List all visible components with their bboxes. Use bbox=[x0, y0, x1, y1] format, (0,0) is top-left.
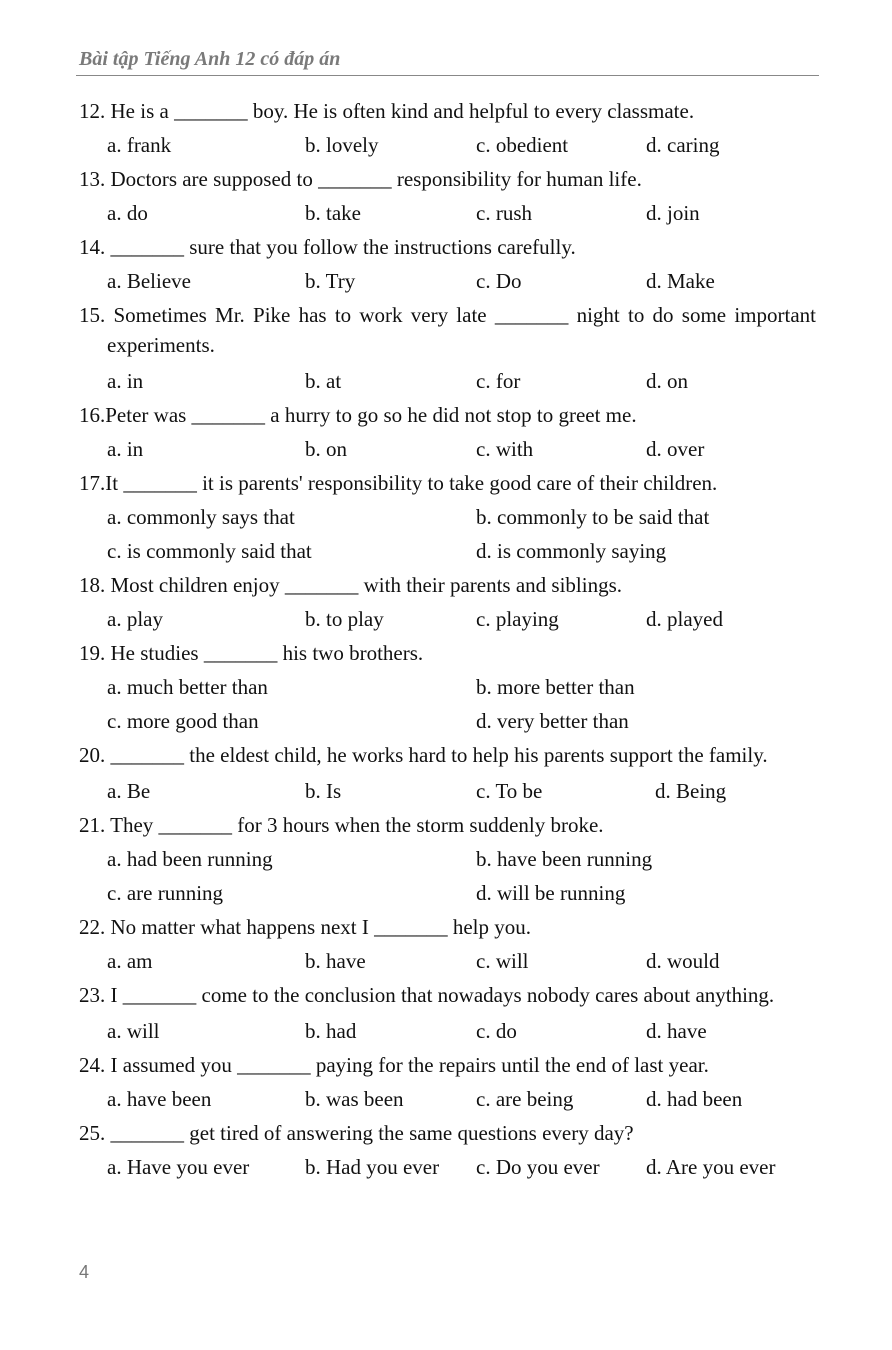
options-row bbox=[79, 842, 816, 876]
answer-option: a. Believe bbox=[107, 269, 191, 293]
answer-option: d. is commonly saying bbox=[476, 539, 667, 563]
answer-option: a. have been bbox=[107, 1087, 212, 1111]
answer-option: a. frank bbox=[107, 133, 172, 157]
answer-option: b. Try bbox=[305, 269, 356, 293]
options-row bbox=[79, 774, 816, 808]
answer-option: d. Are you ever bbox=[646, 1155, 776, 1179]
answer-option: b. Is bbox=[305, 779, 342, 803]
answer-option: d. over bbox=[646, 437, 705, 461]
question-stem: 25. _______ get tired of answering the same questions every day? bbox=[79, 1121, 634, 1145]
question-stem: 20. _______ the eldest child, he works hard to help his parents support the family. bbox=[79, 743, 768, 767]
answer-option: d. had been bbox=[646, 1087, 743, 1111]
answer-option: b. lovely bbox=[305, 133, 379, 157]
answer-option: a. in bbox=[107, 437, 144, 461]
answer-option: a. will bbox=[107, 1019, 160, 1043]
question-stem: 21. They _______ for 3 hours when the storm suddenly broke. bbox=[79, 813, 604, 837]
answer-option: c. is commonly said that bbox=[107, 539, 312, 563]
question-stem: 14. _______ sure that you follow the instructions carefully. bbox=[79, 235, 576, 259]
answer-option: c. obedient bbox=[476, 133, 569, 157]
answer-option: c. Do bbox=[476, 269, 522, 293]
answer-option: c. Do you ever bbox=[476, 1155, 600, 1179]
answer-option: b. on bbox=[305, 437, 347, 461]
answer-option: c. will bbox=[476, 949, 529, 973]
options-row bbox=[79, 1150, 816, 1184]
answer-option: c. are running bbox=[107, 881, 224, 905]
answer-option: b. had bbox=[305, 1019, 357, 1043]
options-row bbox=[79, 1014, 816, 1048]
answer-option: a. do bbox=[107, 201, 148, 225]
answer-option: c. do bbox=[476, 1019, 517, 1043]
exercise-list bbox=[79, 94, 816, 1184]
question-stem: 24. I assumed you _______ paying for the repairs until the end of last year. bbox=[79, 1053, 709, 1077]
answer-option: c. more good than bbox=[107, 709, 259, 733]
answer-option: b. to play bbox=[305, 607, 384, 631]
answer-option: d. will be running bbox=[476, 881, 626, 905]
answer-option: b. at bbox=[305, 369, 342, 393]
question-stem: 22. No matter what happens next I _______ help you. bbox=[79, 915, 531, 939]
answer-option: a. commonly says that bbox=[107, 505, 295, 529]
answer-option: b. was been bbox=[305, 1087, 404, 1111]
answer-option: a. much better than bbox=[107, 675, 268, 699]
answer-option: d. Being bbox=[655, 779, 727, 803]
answer-option: d. played bbox=[646, 607, 723, 631]
answer-option: d. have bbox=[646, 1019, 707, 1043]
answer-option: d. very better than bbox=[476, 709, 629, 733]
answer-option: a. Have you ever bbox=[107, 1155, 250, 1179]
options-row bbox=[79, 128, 816, 162]
options-row bbox=[79, 364, 816, 398]
options-row bbox=[79, 264, 816, 298]
question-stem: 18. Most children enjoy _______ with their parents and siblings. bbox=[79, 573, 623, 597]
question-stem: 19. He studies _______ his two brothers. bbox=[79, 641, 424, 665]
header-rule bbox=[76, 75, 819, 76]
answer-option: a. Be bbox=[107, 779, 151, 803]
answer-option: b. take bbox=[305, 201, 361, 225]
answer-option: b. have been running bbox=[476, 847, 653, 871]
answer-option: c. for bbox=[476, 369, 521, 393]
options-row bbox=[79, 704, 816, 738]
answer-option: d. would bbox=[646, 949, 720, 973]
options-row bbox=[79, 432, 816, 466]
answer-option: c. are being bbox=[476, 1087, 574, 1111]
answer-option: c. rush bbox=[476, 201, 532, 225]
answer-option: b. commonly to be said that bbox=[476, 505, 710, 529]
question-stem: 17.It _______ it is parents' responsibility to take good care of their children. bbox=[79, 471, 718, 495]
answer-option: b. more better than bbox=[476, 675, 635, 699]
options-row bbox=[79, 1082, 816, 1116]
answer-option: b. Had you ever bbox=[305, 1155, 440, 1179]
answer-option: c. with bbox=[476, 437, 534, 461]
page-number: 4 bbox=[79, 1262, 90, 1282]
answer-option: d. join bbox=[646, 201, 700, 225]
running-header: Bài tập Tiếng Anh 12 có đáp án bbox=[79, 48, 341, 70]
question-stem: 13. Doctors are supposed to _______ responsibility for human life. bbox=[79, 167, 642, 191]
options-row bbox=[79, 602, 816, 636]
answer-option: a. had been running bbox=[107, 847, 273, 871]
answer-option: a. am bbox=[107, 949, 153, 973]
answer-option: a. in bbox=[107, 369, 144, 393]
options-row bbox=[79, 534, 816, 568]
answer-option: a. play bbox=[107, 607, 163, 631]
answer-option: c. playing bbox=[476, 607, 559, 631]
options-row bbox=[79, 670, 816, 704]
question-stem: 15. Sometimes Mr. Pike has to work very late _______ night to do some important experiments. bbox=[79, 303, 816, 357]
options-row bbox=[79, 196, 816, 230]
options-row bbox=[79, 500, 816, 534]
answer-option: c. To be bbox=[476, 779, 543, 803]
options-row bbox=[79, 944, 816, 978]
answer-option: d. caring bbox=[646, 133, 720, 157]
question-stem: 23. I _______ come to the conclusion that nowadays nobody cares about anything. bbox=[79, 983, 775, 1007]
answer-option: b. have bbox=[305, 949, 366, 973]
options-row bbox=[79, 876, 816, 910]
question-stem: 16.Peter was _______ a hurry to go so he did not stop to greet me. bbox=[79, 403, 637, 427]
question-stem: 12. He is a _______ boy. He is often kind and helpful to every classmate. bbox=[79, 99, 695, 123]
answer-option: d. on bbox=[646, 369, 688, 393]
answer-option: d. Make bbox=[646, 269, 715, 293]
